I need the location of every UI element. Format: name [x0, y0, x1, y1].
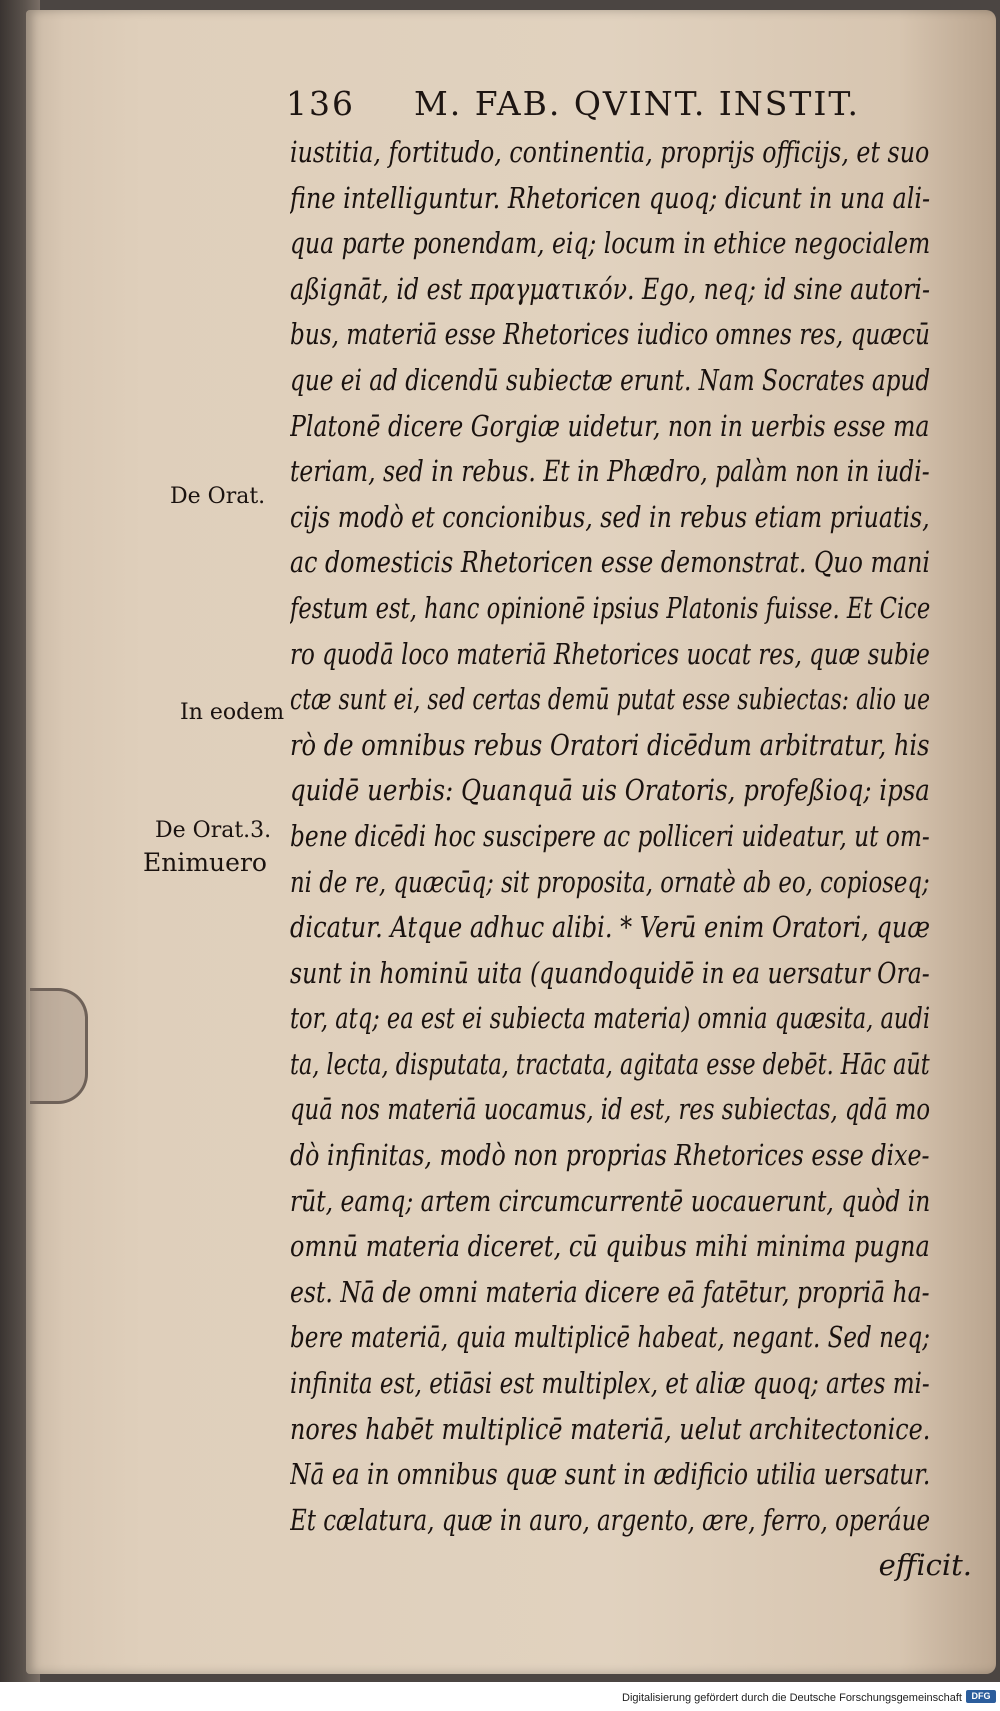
- margin-note-in-eodem: In eodem: [180, 700, 285, 725]
- text-line: rò de omnibus rebus Oratori dicēdum arbitratur, his: [290, 727, 930, 762]
- digitization-footer: [0, 1682, 1000, 1711]
- text-line: omnū materia diceret, cū quibus mihi minima pugna: [290, 1229, 930, 1264]
- body-text: [290, 130, 980, 1589]
- margin-note-enimuero: Enimuero: [143, 848, 267, 877]
- margin-note-de-orat: De Orat.: [170, 484, 266, 509]
- text-line: ro quodā loco materiā Rhetorices uocat res, quæ subie: [290, 636, 930, 671]
- text-line: quā nos materiā uocamus, id est, res subiectas, qdā mo: [290, 1092, 930, 1127]
- text-line: sunt in hominū uita (quandoquidē in ea uersatur Ora-: [290, 955, 930, 990]
- book-clasp: [30, 988, 88, 1104]
- text-line: iustitia, fortitudo, continentia, proprijs officijs, et suo: [290, 135, 930, 169]
- text-line: dò infinitas, modò non proprias Rhetorices esse dixe-: [290, 1138, 930, 1173]
- text-line: quidē uerbis: Quanquā uis Oratoris, profeßioq; ipsa: [290, 773, 930, 808]
- text-line: dicatur. Atque adhuc alibi. * Verū enim Oratori, quæ: [290, 910, 930, 945]
- dfg-logo: DFG: [966, 1690, 996, 1703]
- text-line: Platonē dicere Gorgiæ uidetur, non in uerbis esse ma: [290, 408, 930, 443]
- text-line: aßignāt, id est πραγματικόν. Ego, neq; id sine autori-: [290, 271, 930, 306]
- margin-note-de-orat-3: De Orat.3.: [155, 818, 272, 843]
- text-line: ta, lecta, disputata, tractata, agitata esse debēt. Hāc aūt: [290, 1046, 930, 1081]
- page-header: [286, 84, 926, 134]
- text-line: tor, atq; ea est ei subiecta materia) omnia quæsita, audi: [290, 1001, 931, 1036]
- text-line: rūt, eamq; artem circumcurrentē uocauerunt, quòd in: [290, 1183, 930, 1218]
- text-line: bus, materiā esse Rhetorices iudico omnes res, quæcū: [290, 317, 930, 352]
- text-line: festum est, hanc opinionē ipsius Platonis fuisse. Et Cice: [290, 590, 931, 625]
- page-number: 136: [286, 84, 355, 123]
- text-line: Nā ea in omnibus quæ sunt in ædificio utilia uersatur.: [290, 1457, 930, 1492]
- text-line: cijs modò et concionibus, sed in rebus etiam priuatis,: [290, 499, 930, 534]
- text-line: nores habēt multiplicē materiā, uelut architectonice.: [290, 1411, 931, 1446]
- funding-credit: Digitalisierung gefördert durch die Deutsche Forschungsgemeinschaft: [622, 1692, 962, 1704]
- text-line: Et cælatura, quæ in auro, argento, ære, ferro, operáue: [290, 1502, 930, 1537]
- text-line: bene dicēdi hoc suscipere ac polliceri uideatur, ut om-: [290, 818, 930, 853]
- text-line: teriam, sed in rebus. Et in Phædro, palàm non in iudi-: [290, 454, 930, 489]
- text-line: ac domesticis Rhetoricen esse demonstrat. Quo mani: [290, 545, 930, 580]
- text-line: ctæ sunt ei, sed certas demū putat esse subiectas: alio ue: [290, 682, 931, 717]
- catchword: efficit.: [878, 1548, 972, 1583]
- running-title: M. FAB. QVINT. INSTIT.: [414, 84, 861, 123]
- text-line: que ei ad dicendū subiectæ erunt. Nam Socrates apud: [290, 362, 930, 397]
- text-line: infinita est, etiāsi est multiplex, et aliæ quoq; artes mi-: [290, 1366, 930, 1401]
- text-line: est. Nā de omni materia dicere eā fatētur, propriā ha-: [290, 1274, 930, 1309]
- text-line: ni de re, quæcūq; sit proposita, ornatè ab eo, copioseq;: [290, 864, 930, 899]
- text-line: bere materiā, quia multiplicē habeat, negant. Sed neq;: [290, 1320, 930, 1355]
- text-line: fine intelliguntur. Rhetoricen quoq; dicunt in una ali-: [290, 180, 931, 215]
- text-line: qua parte ponendam, eiq; locum in ethice negocialem: [290, 226, 930, 261]
